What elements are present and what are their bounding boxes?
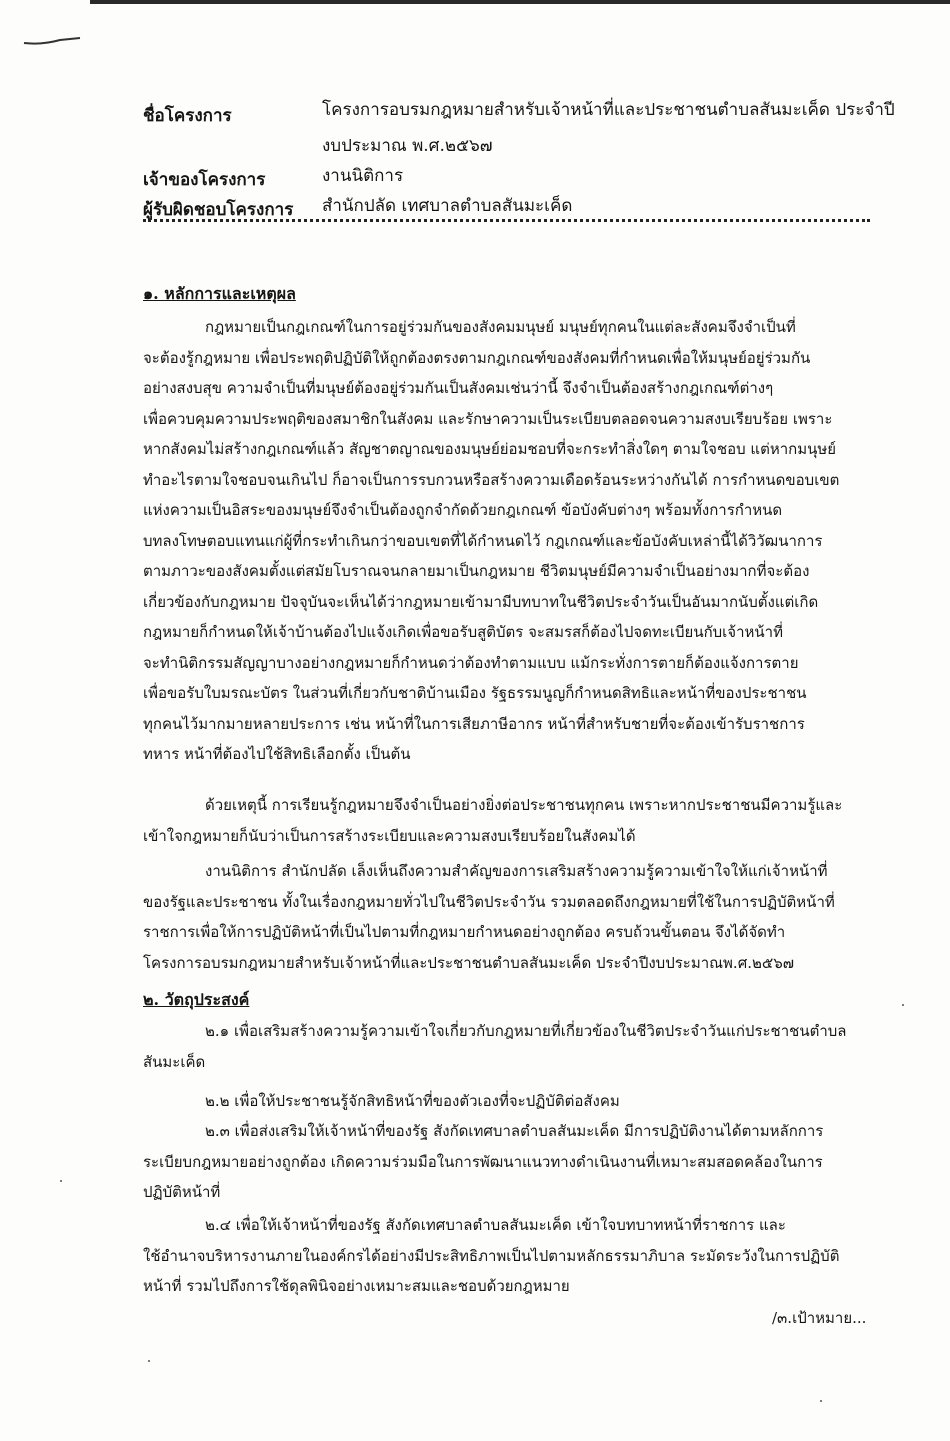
pen-stroke-mark [22, 36, 82, 46]
text-line: จะทำนิติกรรมสัญญาบางอย่างกฎหมายก็กำหนดว่าต้องทำตามแบบ แม้กระทั่งการตายก็ต้องแจ้งการตาย [143, 653, 799, 672]
text-line: เข้าใจกฎหมายก็นับว่าเป็นการสร้างระเบียบและความสงบเรียบร้อยในสังคมได้ [143, 826, 636, 845]
text-line: หากสังคมไม่สร้างกฎเกณฑ์แล้ว สัญชาตญาณของมนุษย์ย่อมชอบที่จะกระทำสิ่งใดๆ ตามใจชอบ แต่หากมนุษย์ [143, 440, 837, 458]
text-line: เกี่ยวข้องกับกฎหมาย ปัจจุบันจะเห็นได้ว่ากฎหมายเข้ามามีบทบาทในชีวิตประจำวันเป็นอันมากนับตั้งแต่เกิด [143, 592, 819, 611]
responsible-value: สำนักปลัด เทศบาลตำบลสันมะเค็ด [322, 196, 573, 216]
text-line: อย่างสงบสุข ความจำเป็นที่มนุษย์ต้องอยู่ร่วมกันเป็นสังคมเช่นว่านี้ จึงจำเป็นต้องสร้างกฎเกณฑ์ต่างๆ [143, 379, 774, 397]
text-line: ปฏิบัติหน้าที่ [143, 1183, 221, 1201]
objective-2-3 [143, 1116, 883, 1208]
text-line: ๒.๑ เพื่อเสริมสร้างความรู้ความเข้าใจเกี่ยวกับกฎหมายที่เกี่ยวข้องในชีวิตประจำวันแก่ประชาชนตำบล [205, 1022, 847, 1040]
text-line: ด้วยเหตุนี้ การเรียนรู้กฎหมายจึงจำเป็นอย่างยิ่งต่อประชาชนทุกคน เพราะหากประชาชนมีความรู้และ [205, 796, 843, 814]
responsible-label: ผู้รับผิดชอบโครงการ [143, 200, 294, 220]
section2-title: ๒. วัตถุประสงค์ [143, 990, 250, 1009]
text-line: ใช้อำนาจบริหารงานภายในองค์กรได้อย่างมีประสิทธิภาพเป็นไปตามหลักธรรมาภิบาล ระมัดระวังในการปฏิบัติ [143, 1246, 840, 1265]
project-name-line1: โครงการอบรมกฎหมายสำหรับเจ้าหน้าที่และประชาชนตำบลสันมะเค็ด ประจำปี [322, 100, 895, 120]
section1-paragraph-2 [143, 790, 883, 851]
text-line: ตามภาวะของสังคมตั้งแต่สมัยโบราณจนกลายมาเป็นกฎหมาย ชีวิตมนุษย์มีความจำเป็นอย่างมากที่จะต้อง [143, 562, 810, 580]
text-line: กฎหมายเป็นกฎเกณฑ์ในการอยู่ร่วมกันของสังคมมนุษย์ มนุษย์ทุกคนในแต่ละสังคมจึงจำเป็นที่ [205, 318, 796, 336]
text-line: บทลงโทษตอบแทนแก่ผู้ที่กระทำเกินกว่าขอบเขตที่ได้กำหนดไว้ กฎเกณฑ์และข้อบังคับเหล่านี้ได้วิวัฒนาการ [143, 531, 823, 550]
text-line: งานนิติการ สำนักปลัด เล็งเห็นถึงความสำคัญของการเสริมสร้างความรู้ความเข้าใจให้แก่เจ้าหน้าที่ [205, 862, 828, 880]
project-name-label: ชื่อโครงการ [143, 106, 232, 126]
dotted-separator [143, 219, 870, 226]
text-line: แห่งความเป็นอิสระของมนุษย์จึงจำเป็นต้องถูกจำกัดด้วยกฎเกณฑ์ ข้อบังคับต่างๆ พร้อมทั้งการกำหนด [143, 501, 783, 519]
next-page-reference: /๓.เป้าหมาย... [772, 1309, 867, 1327]
text-line: จะต้องรู้กฎหมาย เพื่อประพฤติปฏิบัติให้ถูกต้องตรงตามกฎเกณฑ์ของสังคมที่กำหนดเพื่อให้มนุษย์อยู่ร่วมกัน [143, 348, 811, 367]
section1-title: ๑. หลักการและเหตุผล [143, 284, 296, 303]
objective-2-2 [143, 1086, 883, 1117]
text-line: กฎหมายก็กำหนดให้เจ้าบ้านต้องไปแจ้งเกิดเพื่อขอรับสูติบัตร จะสมรสก็ต้องไปจดทะเบียนกับเจ้าหน้าที่ [143, 623, 783, 641]
text-line: เพื่อขอรับใบมรณะบัตร ในส่วนที่เกี่ยวกับชาติบ้านเมือง รัฐธรรมนูญก็กำหนดสิทธิและหน้าที่ของประชาชน [143, 684, 807, 702]
owner-value: งานนิติการ [322, 166, 404, 186]
text-line: ๒.๔ เพื่อให้เจ้าหน้าที่ของรัฐ สังกัดเทศบาลตำบลสันมะเค็ด เข้าใจบทบาทหน้าที่ราชการ และ [205, 1216, 786, 1234]
objective-2-1 [143, 1016, 883, 1077]
section1-paragraph-3 [143, 856, 883, 978]
text-line: หน้าที่ รวมไปถึงการใช้ดุลพินิจอย่างเหมาะสมและชอบด้วยกฎหมาย [143, 1277, 570, 1295]
section1-paragraph-1 [143, 312, 883, 770]
objective-2-4 [143, 1210, 883, 1302]
text-line: ราชการเพื่อให้การปฏิบัติหน้าที่เป็นไปตามที่กฎหมายกำหนดอย่างถูกต้อง ครบถ้วนขั้นตอน จึงได้จัดทำ [143, 923, 786, 941]
scan-top-edge [90, 0, 950, 4]
text-line: เพื่อควบคุมความประพฤติของสมาชิกในสังคม และรักษาความเป็นระเบียบตลอดจนความสงบเรียบร้อย เพราะ [143, 409, 833, 428]
project-name-line2: งบประมาณ พ.ศ.๒๕๖๗ [322, 136, 493, 156]
text-line: โครงการอบรมกฎหมายสำหรับเจ้าหน้าที่และประชาชนตำบลสันมะเค็ด ประจำปีงบประมาณพ.ศ.๒๕๖๗ [143, 953, 795, 972]
text-line: ระเบียบกฎหมายอย่างถูกต้อง เกิดความร่วมมือในการพัฒนาแนวทางดำเนินงานที่เหมาะสมสอดคล้องในการ [143, 1152, 823, 1171]
text-line: ทำอะไรตามใจชอบจนเกินไป ก็อาจเป็นการรบกวนหรือสร้างความเดือดร้อนระหว่างกันได้ การกำหนดขอบเขต [143, 470, 840, 489]
text-line: ทุกคนไว้มากมายหลายประการ เช่น หน้าที่ในการเสียภาษีอากร หน้าที่สำหรับชายที่จะต้องเข้ารับราชการ [143, 714, 805, 733]
text-line: ของรัฐและประชาชน ทั้งในเรื่องกฎหมายทั่วไปในชีวิตประจำวัน รวมตลอดถึงกฎหมายที่ใช้ในการปฏิบัติหน้าที่ [143, 892, 835, 911]
text-line: ๒.๓ เพื่อส่งเสริมให้เจ้าหน้าที่ของรัฐ สังกัดเทศบาลตำบลสันมะเค็ด มีการปฏิบัติงานได้ตามหลักการ [205, 1122, 824, 1140]
owner-label: เจ้าของโครงการ [143, 170, 266, 190]
text-line: สันมะเค็ด [143, 1052, 206, 1071]
text-line: ๒.๒ เพื่อให้ประชาชนรู้จักสิทธิหน้าที่ของตัวเองที่จะปฏิบัติต่อสังคม [205, 1092, 620, 1110]
text-line: ทหาร หน้าที่ต้องไปใช้สิทธิเลือกตั้ง เป็นต้น [143, 745, 411, 763]
